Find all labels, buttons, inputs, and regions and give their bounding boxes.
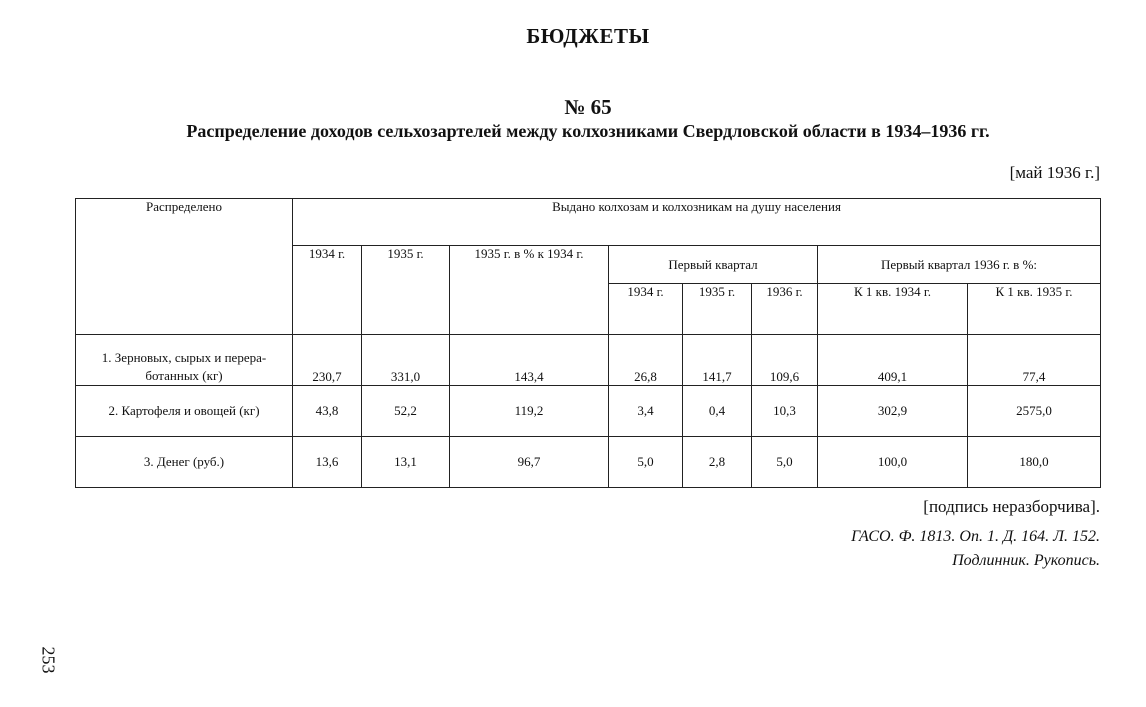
cell-percent: 119,2 (450, 386, 609, 437)
document-heading: Распределение доходов сельхозартелей между колхозниками Свердловской области в 1934–1936 гг. (186, 121, 990, 141)
row-label-line: 1. Зерновых, сырых и перера- (101, 350, 267, 365)
cell-1934: 230,7 (293, 335, 362, 386)
header-1934: 1934 г. (293, 246, 362, 335)
cell-q1934: 5,0 (609, 437, 683, 488)
row-label: 3. Денег (руб.) (76, 437, 293, 488)
row-label: 2. Картофеля и овощей (кг) (76, 386, 293, 437)
subheader-k1935: К 1 кв. 1935 г. (968, 284, 1101, 335)
distribution-table (75, 198, 1101, 488)
header-percent: 1935 г. в % к 1934 г. (450, 246, 609, 335)
cell-q1935: 141,7 (683, 335, 752, 386)
cell-q1934: 3,4 (609, 386, 683, 437)
cell-q1936: 10,3 (752, 386, 818, 437)
cell-1935: 52,2 (362, 386, 450, 437)
subheader-1934: 1934 г. (609, 284, 683, 335)
row-label-line: ботанных (кг) (145, 368, 223, 383)
header-first-quarter: Первый квартал (609, 246, 818, 284)
cell-q1935: 0,4 (683, 386, 752, 437)
page-number: 253 (38, 646, 59, 674)
cell-1934: 13,6 (293, 437, 362, 488)
signature-note: [подпись неразборчива]. (923, 497, 1100, 516)
header-row (76, 199, 1101, 246)
cell-k1935: 180,0 (968, 437, 1101, 488)
table-row (76, 437, 1101, 488)
cell-q1934: 26,8 (609, 335, 683, 386)
subheader-k1934: К 1 кв. 1934 г. (818, 284, 968, 335)
cell-k1935: 2575,0 (968, 386, 1101, 437)
table-row (76, 386, 1101, 437)
row-label (76, 335, 293, 386)
cell-1934: 43,8 (293, 386, 362, 437)
header-issued: Выдано колхозам и колхозникам на душу населения (293, 199, 1101, 246)
document-number: № 65 (564, 95, 612, 119)
cell-percent: 143,4 (450, 335, 609, 386)
cell-k1934: 100,0 (818, 437, 968, 488)
cell-q1935: 2,8 (683, 437, 752, 488)
cell-1935: 331,0 (362, 335, 450, 386)
section-title: БЮДЖЕТЫ (526, 24, 650, 48)
header-distributed: Распределено (76, 199, 293, 335)
cell-q1936: 5,0 (752, 437, 818, 488)
header-1935: 1935 г. (362, 246, 450, 335)
cell-k1935: 77,4 (968, 335, 1101, 386)
cell-k1934: 409,1 (818, 335, 968, 386)
document-date: [май 1936 г.] (1009, 163, 1100, 182)
cell-q1936: 109,6 (752, 335, 818, 386)
cell-1935: 13,1 (362, 437, 450, 488)
archive-reference: ГАСО. Ф. 1813. Оп. 1. Д. 164. Л. 152. (851, 528, 1100, 545)
cell-percent: 96,7 (450, 437, 609, 488)
original-note: Подлинник. Рукопись. (952, 552, 1100, 569)
subheader-1935: 1935 г. (683, 284, 752, 335)
subheader-1936: 1936 г. (752, 284, 818, 335)
cell-k1934: 302,9 (818, 386, 968, 437)
table-row (76, 335, 1101, 386)
header-first-quarter-percent: Первый квартал 1936 г. в %: (818, 246, 1101, 284)
